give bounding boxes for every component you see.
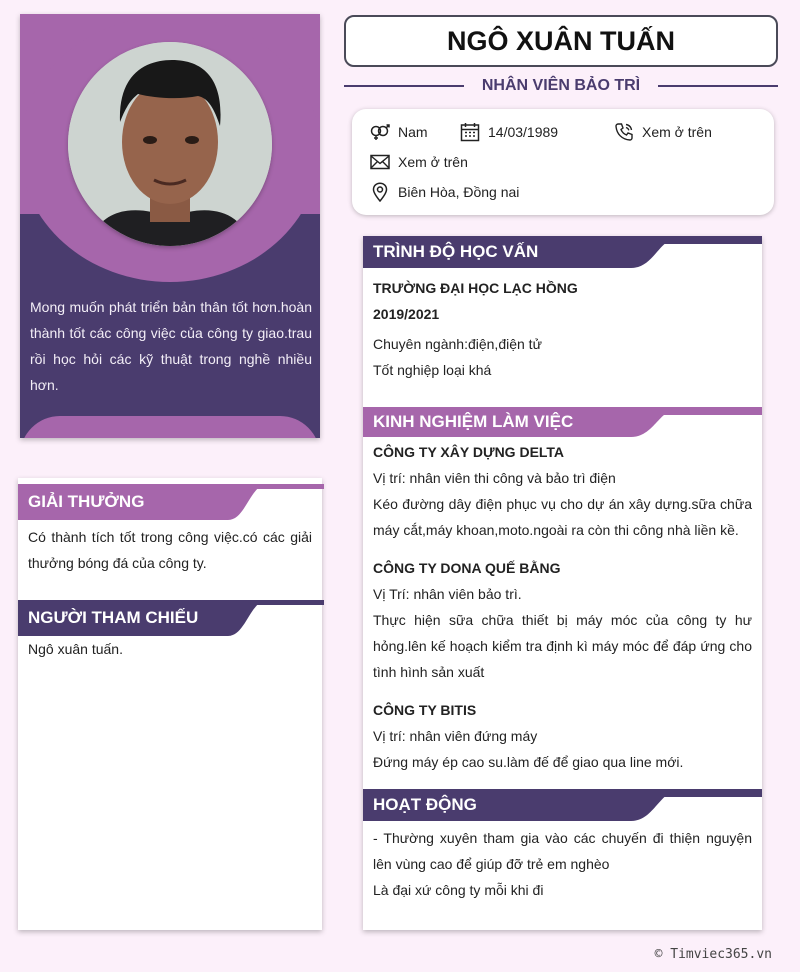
education-years: 2019/2021 bbox=[373, 306, 440, 322]
address-item bbox=[370, 182, 519, 202]
job-1-description: Kéo đường dây điện phục vụ cho dự án xây dựng.sữa chữa máy cắt,máy khoan,moto.ngoài ra còn thi công nhà liền kề. bbox=[373, 496, 752, 538]
references-header bbox=[18, 600, 322, 636]
gender-item bbox=[370, 122, 428, 142]
email-item bbox=[370, 152, 468, 172]
profile-bottom-curve bbox=[20, 416, 320, 438]
right-panel bbox=[363, 236, 762, 930]
address-value: Biên Hòa, Đồng nai bbox=[398, 184, 520, 200]
gender-icon bbox=[370, 123, 390, 141]
education-title: TRÌNH ĐỘ HỌC VẤN bbox=[373, 242, 539, 261]
position-row bbox=[344, 74, 778, 98]
references-text: Ngô xuân tuấn. bbox=[28, 641, 123, 657]
activities-header bbox=[363, 789, 762, 821]
awards-header bbox=[18, 484, 322, 520]
location-pin-icon bbox=[370, 182, 390, 202]
full-name: NGÔ XUÂN TUẤN bbox=[344, 15, 778, 67]
mail-icon bbox=[370, 154, 390, 170]
job-2-description: Thực hiện sữa chữa thiết bị máy móc của công ty hư hỏng.lên kế hoạch kiểm tra định kì máy móc để đáp ứng cho tình hình sản xuất bbox=[373, 612, 752, 680]
birthdate-item bbox=[460, 122, 558, 142]
job-3-role: Vị trí: nhân viên đứng máy bbox=[373, 728, 538, 744]
job-position: NHÂN VIÊN BẢO TRÌ bbox=[481, 77, 641, 94]
person-photo-icon bbox=[68, 42, 272, 246]
left-panel bbox=[18, 478, 322, 930]
job-3-company: CÔNG TY BITIS bbox=[373, 702, 477, 718]
experience-header bbox=[363, 407, 762, 437]
avatar bbox=[68, 42, 272, 246]
school-name: TRƯỜNG ĐẠI HỌC LẠC HỒNG bbox=[373, 280, 578, 296]
profile-card bbox=[20, 14, 320, 438]
experience-body bbox=[363, 439, 762, 775]
phone-item bbox=[614, 122, 712, 142]
job-3-description: Đứng máy ép cao su.làm đế để giao qua line mới. bbox=[373, 754, 684, 770]
activities-title: HOẠT ĐỘNG bbox=[373, 795, 477, 814]
activities-body bbox=[363, 825, 762, 903]
education-grade: Tốt nghiệp loại khá bbox=[373, 362, 492, 378]
birthdate-value: 14/03/1989 bbox=[488, 124, 559, 140]
footer-copyright: © Timviec365.vn bbox=[654, 947, 772, 962]
career-objective: Mong muốn phát triển bản thân tốt hơn.hoàn thành tốt các công việc của công ty giao.trau rồi học hỏi các kỹ thuật trong nghề nhiều hơn. bbox=[30, 299, 312, 393]
job-2-role: Vị Trí: nhân viên bảo trì. bbox=[373, 586, 522, 602]
job-2-company: CÔNG TY DONA QUẾ BẰNG bbox=[373, 560, 561, 576]
phone-value: Xem ở trên bbox=[642, 124, 712, 140]
job-1-company: CÔNG TY XÂY DỰNG DELTA bbox=[373, 444, 565, 460]
activities-line-1: - Thường xuyên tham gia vào các chuyến đi thiện nguyện lên vùng cao để giúp đỡ trẻ em nghèo bbox=[373, 830, 752, 872]
experience-title: KINH NGHIỆM LÀM VIỆC bbox=[373, 412, 574, 431]
gender-value: Nam bbox=[398, 124, 428, 140]
education-major: Chuyên ngành:điện,điện tử bbox=[373, 336, 542, 352]
awards-title: GIẢI THƯỞNG bbox=[28, 492, 145, 511]
calendar-icon bbox=[460, 122, 480, 142]
phone-icon bbox=[614, 122, 634, 142]
activities-line-2: Là đại xứ công ty mỗi khi đi bbox=[373, 882, 544, 898]
education-header bbox=[363, 236, 762, 272]
email-value: Xem ở trên bbox=[398, 154, 468, 170]
education-body bbox=[363, 275, 762, 383]
references-title: NGƯỜI THAM CHIẾU bbox=[28, 608, 199, 627]
contact-box bbox=[352, 109, 774, 215]
job-1-role: Vị trí: nhân viên thi công và bảo trì điện bbox=[373, 470, 616, 486]
awards-text: Có thành tích tốt trong công việc.có các giải thưởng bóng đá của công ty. bbox=[28, 529, 312, 571]
